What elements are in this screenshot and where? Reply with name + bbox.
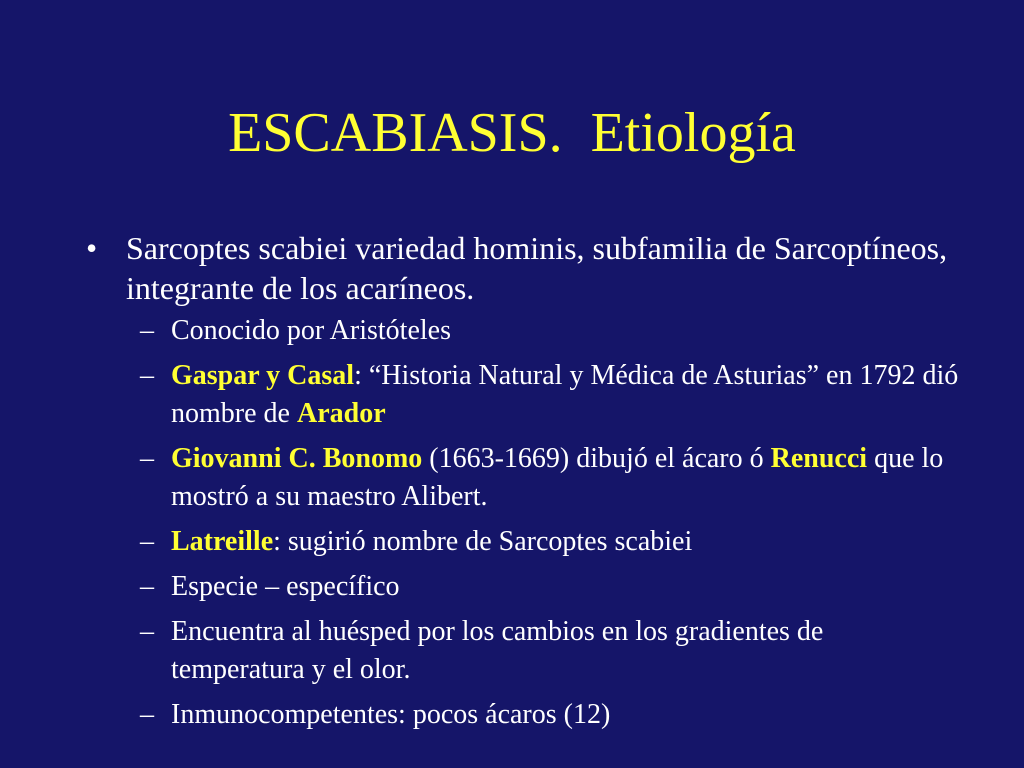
- sub-item-gaspar-y-casal: [126, 357, 961, 433]
- highlight-term: Renucci: [770, 443, 868, 474]
- sub-item-aristoteles: [126, 312, 961, 350]
- main-bullet: [80, 228, 980, 308]
- dash-marker: –: [140, 360, 154, 391]
- sub-item-text: Encuentra al huésped por los cambios en los gradientes de temperatura y el olor.: [171, 616, 824, 685]
- sub-item-text: Especie – específico: [171, 571, 400, 602]
- highlight-term: Arador: [296, 398, 386, 429]
- sub-item-huesped: [126, 613, 961, 689]
- highlight-name: Giovanni C. Bonomo: [171, 443, 423, 474]
- sub-item-bonomo: [126, 440, 961, 516]
- highlight-name: Latreille: [171, 526, 274, 557]
- main-bullet-text: Sarcoptes scabiei variedad hominis, subfamilia de Sarcoptíneos, integrante de los acaríneos.: [126, 230, 948, 306]
- sub-item-text: Conocido por Aristóteles: [171, 315, 451, 346]
- sub-item-latreille: [126, 523, 961, 561]
- dash-marker: –: [140, 616, 154, 647]
- dash-marker: –: [140, 315, 154, 346]
- sub-item-text-tail: que lo mostró a su maestro Alibert.: [171, 443, 944, 512]
- dash-marker: –: [140, 699, 154, 730]
- dash-marker: –: [140, 526, 154, 557]
- highlight-name: Gaspar y Casal: [171, 360, 355, 391]
- sub-item-text: : “Historia Natural y Médica de Asturias” en 1792 dió nombre de: [171, 360, 959, 429]
- dash-marker: –: [140, 443, 154, 474]
- bullet-marker: •: [86, 230, 98, 266]
- dash-marker: –: [140, 571, 154, 602]
- sub-item-text: : sugirió nombre de Sarcoptes scabiei: [273, 526, 693, 557]
- sub-list: [80, 312, 980, 734]
- slide-title: ESCABIASIS. Etiología: [228, 102, 796, 164]
- slide-body: [80, 228, 980, 741]
- sub-item-inmunocompetentes: [126, 696, 961, 734]
- sub-item-text: (1663-1669) dibujó el ácaro ó: [422, 443, 771, 474]
- sub-item-especie: [126, 568, 961, 606]
- sub-item-text: Inmunocompetentes: pocos ácaros (12): [171, 699, 611, 730]
